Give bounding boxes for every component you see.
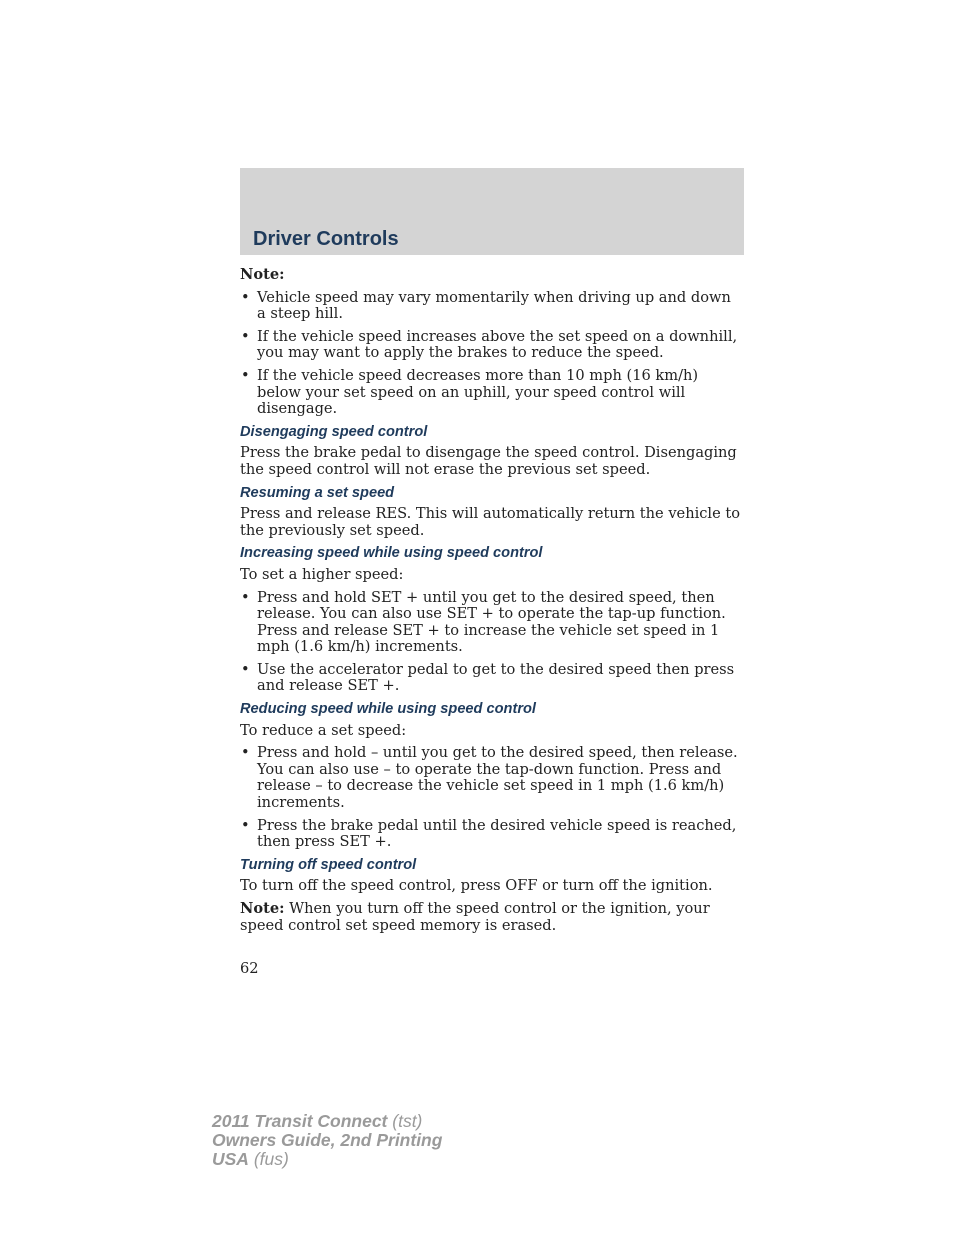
note-label: Note: [240,266,285,283]
footer-line-1 [212,1112,442,1131]
heading-resuming: Resuming a set speed [240,484,395,501]
resuming-text: Press and release RES. This will automatically return the vehicle to the previously set speed. [240,505,741,539]
footer-line-2: Owners Guide, 2nd Printing [212,1130,443,1150]
turning-off-text: To turn off the speed control, press OFF or turn off the ignition. [240,877,713,895]
list-item: • Vehicle speed may vary momentarily when driving up and down a steep hill. [240,290,744,323]
section-title: Driver Controls [253,228,399,250]
heading-reducing: Reducing speed while using speed control [240,701,536,718]
list-item: • If the vehicle speed decreases more than 10 mph (16 km/h) below your set speed on an uphill, your speed control will disengage. [240,368,744,418]
increasing-bullet-list [240,590,744,696]
document-footer [212,1112,442,1169]
page-number: 62 [240,960,259,977]
heading-turning-off: Turning off speed control [240,856,417,873]
note-label: Note: [240,900,285,917]
reducing-bullet-list [240,745,744,851]
increasing-intro: To set a higher speed: [240,565,404,583]
list-item: • Press the brake pedal until the desired vehicle speed is reached, then press SET +. [240,818,744,851]
list-item: • Press and hold – until you get to the desired speed, then release. You can also use – to operate the tap-down function. Press and release – to decrease the vehicle set speed in 1 mph (1.6 km/h) increments. [240,745,744,811]
footer-model: 2011 Transit Connect [212,1111,388,1131]
turning-off-note [240,901,744,934]
footer-model-code: (tst) [387,1111,423,1131]
footer-market: USA [212,1149,249,1169]
footer-market-code: (fus) [248,1149,289,1169]
heading-disengaging: Disengaging speed control [240,423,428,440]
list-item: • Use the accelerator pedal to get to the desired speed then press and release SET +. [240,662,744,695]
heading-increasing: Increasing speed while using speed control [240,545,543,562]
list-item: • If the vehicle speed increases above the set speed on a downhill, you may want to apply the brakes to reduce the speed. [240,329,744,362]
disengaging-text: Press the brake pedal to disengage the speed control. Disengaging the speed control will not erase the previous set speed. [240,444,737,478]
page-content [240,267,744,940]
footer-line-3 [212,1150,442,1169]
section-header-band [240,168,744,255]
note-bullet-list [240,290,744,418]
reducing-intro: To reduce a set speed: [240,721,407,739]
list-item: • Press and hold SET + until you get to the desired speed, then release. You can also use SET + to operate the tap-up function. Press and release SET + to increase the vehicle set speed in 1 mph (1.6 km/h) increments. [240,590,744,656]
note-text: When you turn off the speed control or the ignition, your speed control set speed memory is erased. [240,900,710,934]
